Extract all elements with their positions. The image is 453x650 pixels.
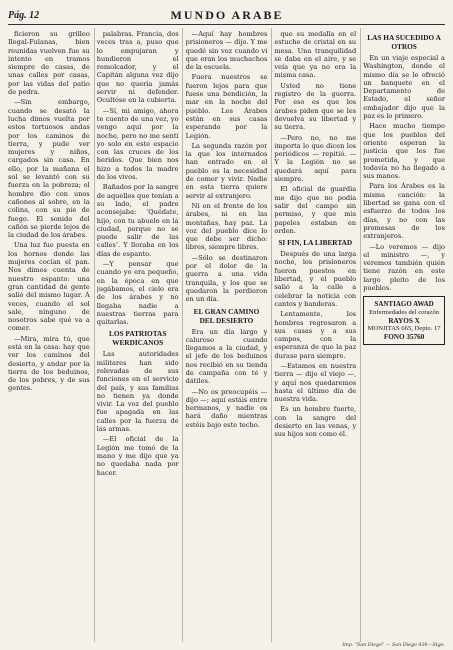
paragraph: —Y pensar que cuando yo era pequeño, en la época en que jugábamos, el cielo era de los árabes y no llegaba nadie a nuestras tierras para quitarlas. <box>96 260 179 327</box>
paragraph: La segunda razón por la que los internados han entrado en el pueblo es la necesidad de comer y vivir. Nadie en esta tierra quiere servir al extranjero. <box>185 141 268 200</box>
paragraph: —Sin embargo, cuando se desató la lucha dimos vuelta por estos tortuosos andas por los caminos de tierra, y pude ver mujeres y niños, cargados sin casa. En ello, por la mañana el sol se levantó con su fuerza en la pobreza; el hombre dio con unos cañones al sobre, en la colina, con su pie de fuego. El sonido del cañón se pierde lejos de la ciudad de los árabes. <box>8 98 90 240</box>
paragraph: Fuera nuestros se fueron lejos para que fuese una bendición, la mar en la noche del pueblo. Los Árabes están en sus casas esperando por la Legión. <box>185 73 268 140</box>
printer-imprint: Imp. "San Diego" — San Diego 436—Stgo. <box>342 643 445 648</box>
column-4 <box>274 30 356 642</box>
paragraph: —Pero no, no me importa lo que dicen los periódicos — repitió. —Y la Legión no se quedará aquí para siempre. <box>274 133 357 184</box>
paragraph: —Sólo se destinaron por el dolor de la guerra a una vida tranquila, y los que se quedaron la perdieron en un día. <box>185 253 268 304</box>
paragraph: ficieron su grilleo Ilegal-Fulanas, bien reunidas vuelven fue su intento en tramos siempre de casas, de unas calles por casas, por las vidas del patio de pedra. <box>8 30 90 97</box>
doctor-advertisement <box>363 296 445 345</box>
column-3 <box>186 30 268 642</box>
paragraph: Era un día largo y caluroso cuando llegamos a la ciudad, y el jefe de los beduinos nos recibió en su tienda de campaña con té y dátiles. <box>185 327 268 386</box>
paragraph: Usted no tiene registro de la guerra. Por eso es que los árabes piden que se les devuelva su libertad y su tierra. <box>274 81 357 132</box>
paragraph: Para los Árabes es la misma canción: la libertad se gana con el esfuerzo de todos los días, y no con las promesas de los extranjeros. <box>363 182 445 241</box>
ad-rayos: RAYOS X <box>388 316 420 325</box>
page-number: Pág. 12 <box>8 9 40 21</box>
column-2 <box>97 30 179 642</box>
masthead-title: MUNDO ARABE <box>170 7 284 22</box>
paragraph: Bañados por la sangre de aquellos que tenían a su lado, el padre aconsejaba: ‘Quédate, hijo, con tu abuelo en la ciudad, porque no se puede salir de las calles’. Y lloraba en los días de espanto. <box>96 183 179 258</box>
page-header <box>8 6 445 25</box>
paragraph: Después de una larga noche, los prisioneros fueron puestos en libertad, y el pueblo salió a la calle a celebrar la noticia con cantos y banderas. <box>274 250 357 308</box>
paragraph: —No os preocupéis — dijo —; aquí estáis entre hermanos, y nadie os hará daño mientras estéis bajo este techo. <box>185 387 268 429</box>
section-headline: LAS HA SUCEDIDO A OTROS <box>367 33 441 51</box>
ad-address: MONJITAS 665, Depto. 17 <box>367 324 441 332</box>
paragraph: Ni en el frente de los árabes, ni en las montañas, hay paz. La voz del pueblo dice lo que debe ser dicho: libres, siempre libres. <box>185 201 268 252</box>
paragraph: palabras. Francia, dos veces tras a, puso que lo empujaran y hundieron el remolcador, y el Capitán alguna vez dijo que no quería jamás servir ni defender. Ocultóse en la cubierta. <box>96 30 179 105</box>
paragraph: Las autoridades militares han sido relevadas de sus funciones en el servicio del país, y sus familias no tienen ya donde vivir. La voz del pueblo fue apagada en las calles por la fuerza de las armas. <box>96 350 179 434</box>
paragraph: En un viaje especial a Washington, donde el mismo día se le ofreció un banquete en el Departamento de Estado, el señor embajador dijo que la paz es lo primero. <box>363 54 445 121</box>
ad-doctor-name: SANTIAGO AWAD <box>374 300 434 309</box>
column-1 <box>8 30 90 642</box>
paragraph: Una luz fue puesta en los hornos donde las mujeres cocían el pan. Nos dimos cuenta de nuestro espanto: una gran cantidad de gente salió del mismo lugar. A veces, cuando el sol sale, ninguno de nosotros sabe qué va a comer. <box>8 241 90 333</box>
ad-phone: FONO 35760 <box>383 333 425 342</box>
paragraph: Hace mucho tiempo que los pueblos del oriente esperan la justicia que les fue prometida, y que todavía no ha llegado a sus manos. <box>363 122 445 181</box>
paragraph: —Estamos en nuestra tierra — dijo el viejo —, y aquí nos quedaremos hasta el último día de nuestra vida. <box>274 361 357 404</box>
paragraph: —Mira, mira tú, que está en la casa: hay que ver los caminos del desierto, y andar por la tierra de los beduinos, de los pobres, y de sus gentes. <box>8 334 90 393</box>
paragraph: —El oficial de la Legión me tomó de la mano y me dijo que ya no quedaba nada por hacer. <box>96 435 179 477</box>
paragraph: Lentamente, los hombres regresaron a sus casas y a sus campos, con la esperanza de que la paz durase para siempre. <box>274 310 357 360</box>
section-headline: LOS PATRIOTAS WERDICANOS <box>109 329 167 348</box>
column-5 <box>363 30 445 642</box>
paragraph: —Sí, mi amigo, ahora te cuento de una vez, yo vengo aquí por la noche, pero no me sentí yo solo en este espacio con las cruces de los heridos. Que bien nos hizo a todos la madre de los vivos. <box>96 106 179 182</box>
paragraph: —Lo veremos — dijo el ministro —, y veremos también quién tiene razón en este largo pleito de los pueblos. <box>363 242 445 293</box>
ad-specialty: Enfermedades del corazón <box>369 308 440 316</box>
section-headline: SI FIN, LA LIBERTAD <box>278 238 353 248</box>
section-headline: EL GRAN CAMINO DEL DESIERTO <box>193 306 260 325</box>
paragraph: Es un hombre fuerte, con la sangre del desierto en las venas, y sus hijos son como él. <box>274 405 357 439</box>
paragraph: —Aquí hay hombres prisioneros — dijo. Y me quedé sin voz cuando vi que eran los muchachos de la escuela. <box>185 30 268 72</box>
paragraph: El oficial de guardia me dijo que no podía salir del campo sin permiso, y que mis papeles estaban en orden. <box>274 185 357 235</box>
article-columns <box>8 30 445 642</box>
paragraph: que su medalla en el estuche de cristal en su mesa. Una tranquilidad se daba en el aire, y se veía que ya no era la misma casa. <box>274 30 357 80</box>
